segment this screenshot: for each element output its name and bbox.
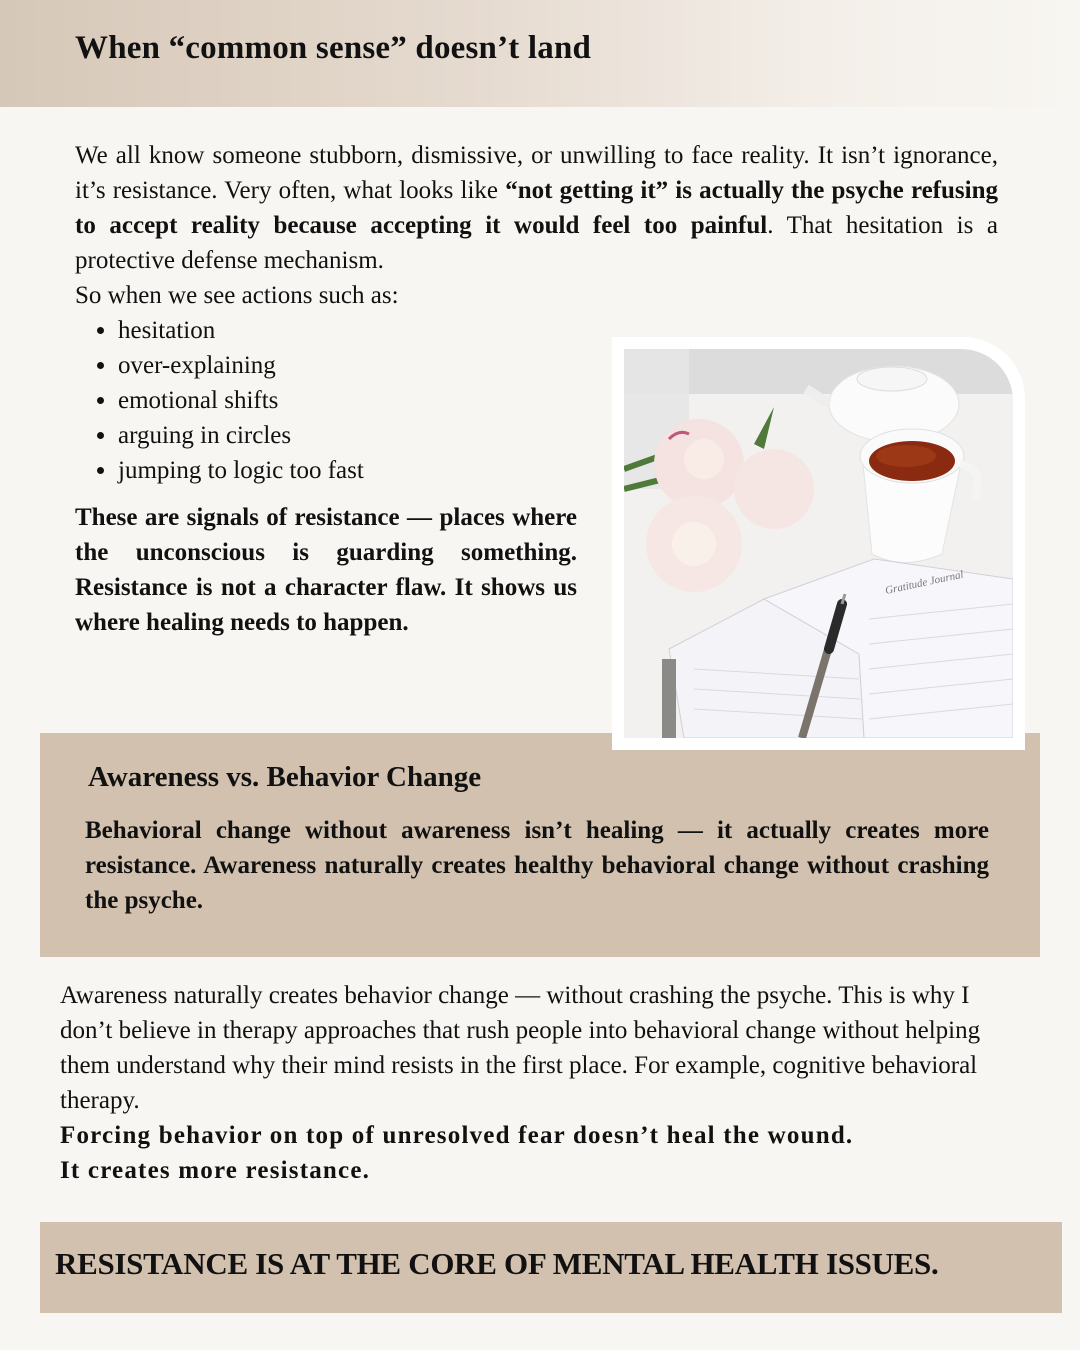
emphasis-text (60, 1118, 853, 1188)
signals-list (75, 313, 364, 488)
list-item: • hesitation (118, 313, 364, 348)
tea-journal-photo (624, 349, 1013, 738)
list-item: • emotional shifts (118, 383, 364, 418)
list-item: • over-explaining (118, 348, 364, 383)
body-paragraph: Awareness naturally creates behavior change — without crashing the psyche. This is why I don’t believe in therapy approaches that rush people into behavioral change without helping them understand why their mind resists in the first place. For example, cognitive behavioral therapy. (60, 982, 981, 1114)
emphasis-line: Forcing behavior on top of unresolved fear doesn’t heal the wound. (60, 1122, 854, 1149)
signals-summary: These are signals of resistance — places where the unconscious is guarding something. Resistance is not a character flaw. It shows us where healing needs to happen. (75, 504, 577, 636)
awareness-callout (40, 733, 1040, 957)
header-banner (0, 0, 1080, 107)
intro-text-end: . That hesitation is a protective defense mechanism. (75, 212, 998, 274)
conclusion-banner (40, 1222, 1062, 1313)
intro-text: We all know someone stubborn, dismissive, or unwilling to face reality. It isn’t ignorance, it’s resistance. Very often, what looks like (75, 142, 998, 204)
intro-paragraph (75, 138, 998, 278)
photo-illustration (624, 349, 1013, 738)
photo-frame (612, 337, 1025, 750)
list-item: • jumping to logic too fast (118, 453, 364, 488)
page-title: When “common sense” doesn’t land (75, 30, 592, 66)
conclusion-text: RESISTANCE IS AT THE CORE OF MENTAL HEALTH ISSUES. (55, 1246, 939, 1281)
intro-bold-text: “not getting it” is actually the psyche refusing to accept reality because accepting it would feel too painful (75, 177, 998, 239)
lead-in-text: So when we see actions such as: (75, 282, 399, 309)
awareness-title: Awareness vs. Behavior Change (88, 761, 482, 793)
list-item: • arguing in circles (118, 418, 364, 453)
emphasis-line: It creates more resistance. (60, 1157, 371, 1184)
journal-caption: Gratitude Journal (884, 568, 965, 597)
awareness-text: Behavioral change without awareness isn’t healing — it actually creates more resistance. Awareness naturally creates healthy behavioral change without crashing the psyche. (85, 817, 989, 914)
